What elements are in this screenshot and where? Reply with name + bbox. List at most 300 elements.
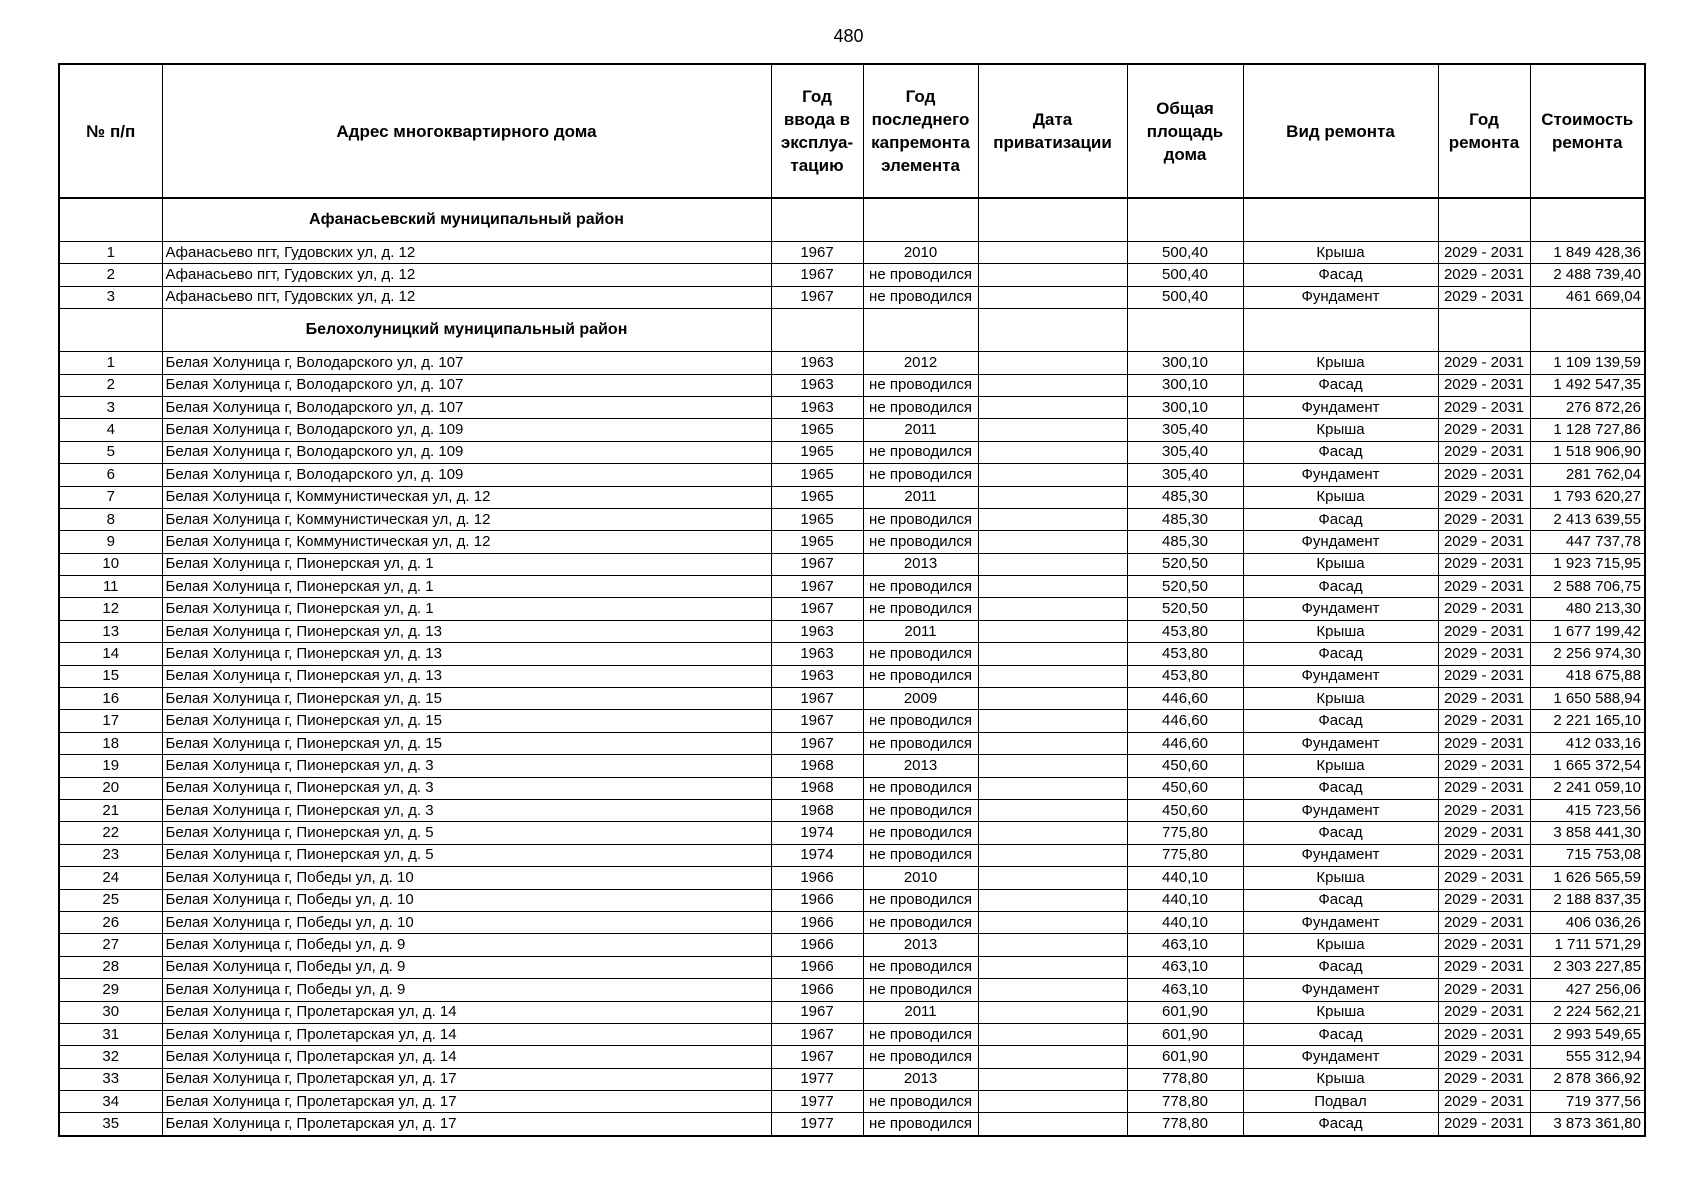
cell-cost: 480 213,30 bbox=[1530, 598, 1645, 620]
cell-cost: 281 762,04 bbox=[1530, 464, 1645, 486]
cell-num: 26 bbox=[59, 911, 162, 933]
cell-privatization bbox=[978, 889, 1127, 911]
cell-cost: 1 711 571,29 bbox=[1530, 934, 1645, 956]
cell-area: 300,10 bbox=[1127, 374, 1243, 396]
cell-cost: 1 665 372,54 bbox=[1530, 755, 1645, 777]
cell-address: Белая Холуница г, Победы ул, д. 10 bbox=[162, 889, 771, 911]
cell-year-built: 1966 bbox=[771, 979, 863, 1001]
cell-year-built: 1977 bbox=[771, 1091, 863, 1113]
cell-repair-year: 2029 - 2031 bbox=[1438, 1113, 1530, 1136]
cell-cost: 3 858 441,30 bbox=[1530, 822, 1645, 844]
section-empty-cell bbox=[771, 309, 863, 352]
table-row bbox=[59, 464, 1645, 486]
cell-repair-year: 2029 - 2031 bbox=[1438, 889, 1530, 911]
cell-address: Белая Холуница г, Пролетарская ул, д. 17 bbox=[162, 1091, 771, 1113]
cell-year-built: 1966 bbox=[771, 934, 863, 956]
table-row bbox=[59, 889, 1645, 911]
cell-address: Белая Холуница г, Пионерская ул, д. 3 bbox=[162, 777, 771, 799]
cell-area: 453,80 bbox=[1127, 665, 1243, 687]
cell-privatization bbox=[978, 934, 1127, 956]
header-row bbox=[59, 64, 1645, 198]
table-row bbox=[59, 911, 1645, 933]
cell-repair-year: 2029 - 2031 bbox=[1438, 1001, 1530, 1023]
header-address: Адрес многоквартирного дома bbox=[162, 64, 771, 198]
cell-repair-type: Фасад bbox=[1243, 956, 1438, 978]
table-row bbox=[59, 1001, 1645, 1023]
cell-repair-year: 2029 - 2031 bbox=[1438, 508, 1530, 530]
cell-num: 8 bbox=[59, 508, 162, 530]
cell-address: Белая Холуница г, Коммунистическая ул, д. 12 bbox=[162, 531, 771, 553]
cell-last-repair: не проводился bbox=[863, 1091, 978, 1113]
cell-repair-type: Фундамент bbox=[1243, 911, 1438, 933]
cell-repair-type: Фасад bbox=[1243, 576, 1438, 598]
cell-year-built: 1965 bbox=[771, 419, 863, 441]
cell-address: Белая Холуница г, Пионерская ул, д. 1 bbox=[162, 576, 771, 598]
header-privatization: Дата приватизации bbox=[978, 64, 1127, 198]
cell-repair-type: Фундамент bbox=[1243, 979, 1438, 1001]
cell-privatization bbox=[978, 979, 1127, 1001]
cell-num: 1 bbox=[59, 352, 162, 374]
header-repair-type: Вид ремонта bbox=[1243, 64, 1438, 198]
cell-repair-year: 2029 - 2031 bbox=[1438, 643, 1530, 665]
cell-last-repair: 2009 bbox=[863, 688, 978, 710]
cell-address: Белая Холуница г, Пролетарская ул, д. 14 bbox=[162, 1046, 771, 1068]
cell-repair-year: 2029 - 2031 bbox=[1438, 688, 1530, 710]
cell-year-built: 1963 bbox=[771, 396, 863, 418]
cell-address: Белая Холуница г, Пионерская ул, д. 13 bbox=[162, 620, 771, 642]
cell-num: 32 bbox=[59, 1046, 162, 1068]
cell-privatization bbox=[978, 822, 1127, 844]
cell-privatization bbox=[978, 620, 1127, 642]
cell-year-built: 1965 bbox=[771, 441, 863, 463]
cell-year-built: 1963 bbox=[771, 643, 863, 665]
cell-privatization bbox=[978, 844, 1127, 866]
section-row bbox=[59, 198, 1645, 242]
cell-last-repair: 2013 bbox=[863, 934, 978, 956]
cell-privatization bbox=[978, 1001, 1127, 1023]
cell-cost: 2 256 974,30 bbox=[1530, 643, 1645, 665]
cell-last-repair: 2011 bbox=[863, 486, 978, 508]
cell-year-built: 1977 bbox=[771, 1113, 863, 1136]
cell-cost: 415 723,56 bbox=[1530, 799, 1645, 821]
header-last-repair: Год последнего капремонта элемента bbox=[863, 64, 978, 198]
cell-privatization bbox=[978, 1046, 1127, 1068]
cell-address: Афанасьево пгт, Гудовских ул, д. 12 bbox=[162, 286, 771, 308]
cell-address: Белая Холуница г, Победы ул, д. 10 bbox=[162, 911, 771, 933]
cell-privatization bbox=[978, 732, 1127, 754]
cell-repair-type: Крыша bbox=[1243, 934, 1438, 956]
cell-num: 14 bbox=[59, 643, 162, 665]
cell-num: 22 bbox=[59, 822, 162, 844]
cell-repair-year: 2029 - 2031 bbox=[1438, 1091, 1530, 1113]
table-row bbox=[59, 576, 1645, 598]
cell-privatization bbox=[978, 755, 1127, 777]
cell-cost: 2 221 165,10 bbox=[1530, 710, 1645, 732]
cell-year-built: 1965 bbox=[771, 464, 863, 486]
cell-num: 19 bbox=[59, 755, 162, 777]
table-row bbox=[59, 441, 1645, 463]
cell-last-repair: не проводился bbox=[863, 889, 978, 911]
cell-cost: 2 878 366,92 bbox=[1530, 1068, 1645, 1090]
cell-cost: 1 849 428,36 bbox=[1530, 242, 1645, 264]
header-num: № п/п bbox=[59, 64, 162, 198]
cell-year-built: 1963 bbox=[771, 665, 863, 687]
cell-last-repair: не проводился bbox=[863, 508, 978, 530]
table-row bbox=[59, 352, 1645, 374]
cell-cost: 418 675,88 bbox=[1530, 665, 1645, 687]
cell-repair-type: Фасад bbox=[1243, 822, 1438, 844]
table-row bbox=[59, 1068, 1645, 1090]
cell-year-built: 1968 bbox=[771, 755, 863, 777]
table-row bbox=[59, 1023, 1645, 1045]
cell-year-built: 1966 bbox=[771, 956, 863, 978]
cell-year-built: 1968 bbox=[771, 799, 863, 821]
table-row bbox=[59, 822, 1645, 844]
cell-repair-type: Крыша bbox=[1243, 688, 1438, 710]
cell-repair-year: 2029 - 2031 bbox=[1438, 844, 1530, 866]
cell-area: 305,40 bbox=[1127, 464, 1243, 486]
cell-year-built: 1965 bbox=[771, 531, 863, 553]
cell-num: 31 bbox=[59, 1023, 162, 1045]
cell-num: 34 bbox=[59, 1091, 162, 1113]
cell-cost: 2 588 706,75 bbox=[1530, 576, 1645, 598]
cell-cost: 1 626 565,59 bbox=[1530, 867, 1645, 889]
cell-repair-type: Фундамент bbox=[1243, 464, 1438, 486]
cell-last-repair: не проводился bbox=[863, 710, 978, 732]
cell-cost: 555 312,94 bbox=[1530, 1046, 1645, 1068]
section-row bbox=[59, 309, 1645, 352]
cell-year-built: 1968 bbox=[771, 777, 863, 799]
cell-area: 450,60 bbox=[1127, 777, 1243, 799]
table-row bbox=[59, 1113, 1645, 1136]
cell-repair-year: 2029 - 2031 bbox=[1438, 732, 1530, 754]
section-title: Афанасьевский муниципальный район bbox=[162, 198, 771, 242]
cell-privatization bbox=[978, 1068, 1127, 1090]
cell-address: Белая Холуница г, Володарского ул, д. 109 bbox=[162, 441, 771, 463]
cell-repair-year: 2029 - 2031 bbox=[1438, 979, 1530, 1001]
cell-cost: 1 677 199,42 bbox=[1530, 620, 1645, 642]
section-empty-cell bbox=[1530, 309, 1645, 352]
cell-num: 12 bbox=[59, 598, 162, 620]
cell-year-built: 1967 bbox=[771, 688, 863, 710]
cell-area: 446,60 bbox=[1127, 688, 1243, 710]
cell-area: 778,80 bbox=[1127, 1068, 1243, 1090]
cell-address: Белая Холуница г, Победы ул, д. 10 bbox=[162, 867, 771, 889]
cell-cost: 719 377,56 bbox=[1530, 1091, 1645, 1113]
cell-address: Афанасьево пгт, Гудовских ул, д. 12 bbox=[162, 242, 771, 264]
table-row bbox=[59, 264, 1645, 286]
cell-repair-year: 2029 - 2031 bbox=[1438, 710, 1530, 732]
cell-year-built: 1974 bbox=[771, 822, 863, 844]
cell-last-repair: 2010 bbox=[863, 242, 978, 264]
section-empty-cell bbox=[59, 309, 162, 352]
cell-privatization bbox=[978, 419, 1127, 441]
cell-num: 2 bbox=[59, 264, 162, 286]
cell-area: 305,40 bbox=[1127, 419, 1243, 441]
table-body bbox=[59, 198, 1645, 1136]
cell-repair-type: Фундамент bbox=[1243, 665, 1438, 687]
cell-area: 300,10 bbox=[1127, 352, 1243, 374]
cell-address: Белая Холуница г, Пионерская ул, д. 5 bbox=[162, 844, 771, 866]
section-empty-cell bbox=[1127, 309, 1243, 352]
cell-repair-year: 2029 - 2031 bbox=[1438, 464, 1530, 486]
table-row bbox=[59, 665, 1645, 687]
cell-num: 1 bbox=[59, 242, 162, 264]
table-row bbox=[59, 242, 1645, 264]
section-empty-cell bbox=[978, 198, 1127, 242]
cell-area: 450,60 bbox=[1127, 799, 1243, 821]
cell-repair-year: 2029 - 2031 bbox=[1438, 396, 1530, 418]
cell-repair-type: Фасад bbox=[1243, 643, 1438, 665]
section-empty-cell bbox=[863, 198, 978, 242]
table-row bbox=[59, 710, 1645, 732]
cell-cost: 2 224 562,21 bbox=[1530, 1001, 1645, 1023]
table-row bbox=[59, 956, 1645, 978]
cell-repair-type: Фасад bbox=[1243, 889, 1438, 911]
cell-last-repair: не проводился bbox=[863, 598, 978, 620]
cell-num: 18 bbox=[59, 732, 162, 754]
cell-last-repair: не проводился bbox=[863, 1113, 978, 1136]
cell-cost: 2 188 837,35 bbox=[1530, 889, 1645, 911]
cell-cost: 1 923 715,95 bbox=[1530, 553, 1645, 575]
cell-last-repair: не проводился bbox=[863, 374, 978, 396]
cell-repair-type: Фундамент bbox=[1243, 799, 1438, 821]
cell-cost: 1 109 139,59 bbox=[1530, 352, 1645, 374]
section-empty-cell bbox=[978, 309, 1127, 352]
cell-repair-type: Крыша bbox=[1243, 242, 1438, 264]
cell-num: 35 bbox=[59, 1113, 162, 1136]
cell-area: 440,10 bbox=[1127, 889, 1243, 911]
cell-repair-type: Фасад bbox=[1243, 264, 1438, 286]
cell-privatization bbox=[978, 508, 1127, 530]
table-row bbox=[59, 374, 1645, 396]
cell-repair-year: 2029 - 2031 bbox=[1438, 242, 1530, 264]
section-empty-cell bbox=[1127, 198, 1243, 242]
cell-last-repair: 2012 bbox=[863, 352, 978, 374]
cell-repair-type: Фасад bbox=[1243, 374, 1438, 396]
cell-year-built: 1966 bbox=[771, 889, 863, 911]
cell-repair-year: 2029 - 2031 bbox=[1438, 441, 1530, 463]
cell-privatization bbox=[978, 352, 1127, 374]
cell-repair-year: 2029 - 2031 bbox=[1438, 286, 1530, 308]
cell-repair-type: Фундамент bbox=[1243, 286, 1438, 308]
cell-repair-type: Крыша bbox=[1243, 553, 1438, 575]
cell-num: 15 bbox=[59, 665, 162, 687]
cell-privatization bbox=[978, 1113, 1127, 1136]
cell-area: 463,10 bbox=[1127, 979, 1243, 1001]
cell-repair-year: 2029 - 2031 bbox=[1438, 777, 1530, 799]
cell-year-built: 1965 bbox=[771, 486, 863, 508]
cell-cost: 2 488 739,40 bbox=[1530, 264, 1645, 286]
cell-last-repair: не проводился bbox=[863, 396, 978, 418]
cell-last-repair: не проводился bbox=[863, 911, 978, 933]
cell-last-repair: не проводился bbox=[863, 441, 978, 463]
cell-year-built: 1965 bbox=[771, 508, 863, 530]
cell-num: 3 bbox=[59, 396, 162, 418]
cell-address: Афанасьево пгт, Гудовских ул, д. 12 bbox=[162, 264, 771, 286]
cell-cost: 1 793 620,27 bbox=[1530, 486, 1645, 508]
cell-num: 24 bbox=[59, 867, 162, 889]
cell-cost: 427 256,06 bbox=[1530, 979, 1645, 1001]
cell-year-built: 1967 bbox=[771, 242, 863, 264]
cell-privatization bbox=[978, 396, 1127, 418]
cell-repair-type: Фасад bbox=[1243, 508, 1438, 530]
cell-repair-type: Фасад bbox=[1243, 710, 1438, 732]
cell-address: Белая Холуница г, Володарского ул, д. 109 bbox=[162, 419, 771, 441]
cell-last-repair: не проводился bbox=[863, 643, 978, 665]
table-row bbox=[59, 1046, 1645, 1068]
cell-address: Белая Холуница г, Пролетарская ул, д. 17 bbox=[162, 1113, 771, 1136]
cell-cost: 461 669,04 bbox=[1530, 286, 1645, 308]
cell-repair-type: Крыша bbox=[1243, 352, 1438, 374]
table-row bbox=[59, 979, 1645, 1001]
cell-privatization bbox=[978, 643, 1127, 665]
cell-last-repair: не проводился bbox=[863, 822, 978, 844]
table-row bbox=[59, 508, 1645, 530]
section-empty-cell bbox=[1243, 198, 1438, 242]
cell-area: 601,90 bbox=[1127, 1046, 1243, 1068]
header-cost: Стоимость ремонта bbox=[1530, 64, 1645, 198]
cell-repair-year: 2029 - 2031 bbox=[1438, 531, 1530, 553]
page-number: 480 bbox=[833, 26, 864, 46]
cell-privatization bbox=[978, 688, 1127, 710]
cell-repair-type: Фундамент bbox=[1243, 396, 1438, 418]
cell-privatization bbox=[978, 264, 1127, 286]
cell-last-repair: 2011 bbox=[863, 419, 978, 441]
cell-repair-year: 2029 - 2031 bbox=[1438, 956, 1530, 978]
cell-cost: 406 036,26 bbox=[1530, 911, 1645, 933]
cell-address: Белая Холуница г, Победы ул, д. 9 bbox=[162, 979, 771, 1001]
cell-area: 485,30 bbox=[1127, 486, 1243, 508]
cell-repair-year: 2029 - 2031 bbox=[1438, 576, 1530, 598]
cell-num: 30 bbox=[59, 1001, 162, 1023]
cell-repair-year: 2029 - 2031 bbox=[1438, 1023, 1530, 1045]
cell-repair-type: Подвал bbox=[1243, 1091, 1438, 1113]
cell-address: Белая Холуница г, Пролетарская ул, д. 14 bbox=[162, 1023, 771, 1045]
cell-year-built: 1963 bbox=[771, 352, 863, 374]
cell-area: 440,10 bbox=[1127, 867, 1243, 889]
cell-num: 6 bbox=[59, 464, 162, 486]
cell-address: Белая Холуница г, Володарского ул, д. 109 bbox=[162, 464, 771, 486]
cell-num: 11 bbox=[59, 576, 162, 598]
cell-last-repair: не проводился bbox=[863, 799, 978, 821]
cell-area: 463,10 bbox=[1127, 934, 1243, 956]
cell-address: Белая Холуница г, Победы ул, д. 9 bbox=[162, 934, 771, 956]
cell-last-repair: не проводился bbox=[863, 286, 978, 308]
cell-year-built: 1967 bbox=[771, 710, 863, 732]
cell-privatization bbox=[978, 531, 1127, 553]
cell-area: 778,80 bbox=[1127, 1113, 1243, 1136]
cell-last-repair: не проводился bbox=[863, 665, 978, 687]
table-row bbox=[59, 1091, 1645, 1113]
cell-area: 463,10 bbox=[1127, 956, 1243, 978]
cell-num: 20 bbox=[59, 777, 162, 799]
cell-repair-year: 2029 - 2031 bbox=[1438, 264, 1530, 286]
cell-year-built: 1977 bbox=[771, 1068, 863, 1090]
cell-address: Белая Холуница г, Пионерская ул, д. 1 bbox=[162, 553, 771, 575]
table-row bbox=[59, 286, 1645, 308]
cell-area: 446,60 bbox=[1127, 710, 1243, 732]
cell-privatization bbox=[978, 374, 1127, 396]
cell-repair-year: 2029 - 2031 bbox=[1438, 1068, 1530, 1090]
cell-cost: 1 518 906,90 bbox=[1530, 441, 1645, 463]
cell-year-built: 1967 bbox=[771, 264, 863, 286]
section-empty-cell bbox=[863, 309, 978, 352]
cell-num: 7 bbox=[59, 486, 162, 508]
cell-privatization bbox=[978, 1023, 1127, 1045]
cell-privatization bbox=[978, 441, 1127, 463]
cell-repair-year: 2029 - 2031 bbox=[1438, 755, 1530, 777]
header-repair-year: Год ремонта bbox=[1438, 64, 1530, 198]
cell-area: 453,80 bbox=[1127, 643, 1243, 665]
cell-last-repair: не проводился bbox=[863, 844, 978, 866]
cell-cost: 412 033,16 bbox=[1530, 732, 1645, 754]
cell-num: 29 bbox=[59, 979, 162, 1001]
cell-repair-year: 2029 - 2031 bbox=[1438, 553, 1530, 575]
cell-cost: 447 737,78 bbox=[1530, 531, 1645, 553]
cell-address: Белая Холуница г, Пионерская ул, д. 3 bbox=[162, 755, 771, 777]
cell-cost: 1 650 588,94 bbox=[1530, 688, 1645, 710]
cell-address: Белая Холуница г, Коммунистическая ул, д. 12 bbox=[162, 508, 771, 530]
cell-last-repair: не проводился bbox=[863, 531, 978, 553]
cell-year-built: 1967 bbox=[771, 598, 863, 620]
cell-privatization bbox=[978, 777, 1127, 799]
cell-repair-type: Фундамент bbox=[1243, 844, 1438, 866]
cell-repair-type: Крыша bbox=[1243, 755, 1438, 777]
cell-address: Белая Холуница г, Пионерская ул, д. 15 bbox=[162, 688, 771, 710]
cell-address: Белая Холуница г, Пионерская ул, д. 15 bbox=[162, 710, 771, 732]
cell-privatization bbox=[978, 486, 1127, 508]
cell-cost: 2 241 059,10 bbox=[1530, 777, 1645, 799]
cell-repair-year: 2029 - 2031 bbox=[1438, 934, 1530, 956]
cell-repair-year: 2029 - 2031 bbox=[1438, 486, 1530, 508]
cell-area: 520,50 bbox=[1127, 576, 1243, 598]
table-row bbox=[59, 755, 1645, 777]
cell-area: 520,50 bbox=[1127, 553, 1243, 575]
cell-repair-type: Фасад bbox=[1243, 441, 1438, 463]
cell-cost: 276 872,26 bbox=[1530, 396, 1645, 418]
cell-last-repair: 2013 bbox=[863, 755, 978, 777]
table-row bbox=[59, 419, 1645, 441]
cell-area: 500,40 bbox=[1127, 242, 1243, 264]
cell-year-built: 1967 bbox=[771, 576, 863, 598]
cell-area: 500,40 bbox=[1127, 286, 1243, 308]
cell-num: 2 bbox=[59, 374, 162, 396]
cell-address: Белая Холуница г, Володарского ул, д. 107 bbox=[162, 352, 771, 374]
cell-last-repair: не проводился bbox=[863, 576, 978, 598]
cell-address: Белая Холуница г, Володарского ул, д. 107 bbox=[162, 374, 771, 396]
cell-num: 5 bbox=[59, 441, 162, 463]
cell-area: 450,60 bbox=[1127, 755, 1243, 777]
cell-privatization bbox=[978, 242, 1127, 264]
cell-address: Белая Холуница г, Победы ул, д. 9 bbox=[162, 956, 771, 978]
cell-privatization bbox=[978, 1091, 1127, 1113]
cell-repair-year: 2029 - 2031 bbox=[1438, 799, 1530, 821]
cell-repair-type: Фундамент bbox=[1243, 598, 1438, 620]
table-row bbox=[59, 799, 1645, 821]
cell-repair-type: Фасад bbox=[1243, 1113, 1438, 1136]
section-empty-cell bbox=[771, 198, 863, 242]
cell-last-repair: не проводился bbox=[863, 777, 978, 799]
section-empty-cell bbox=[1438, 309, 1530, 352]
cell-last-repair: не проводился bbox=[863, 956, 978, 978]
cell-last-repair: не проводился bbox=[863, 979, 978, 1001]
cell-cost: 2 303 227,85 bbox=[1530, 956, 1645, 978]
cell-year-built: 1967 bbox=[771, 732, 863, 754]
cell-area: 500,40 bbox=[1127, 264, 1243, 286]
cell-repair-year: 2029 - 2031 bbox=[1438, 822, 1530, 844]
table-row bbox=[59, 844, 1645, 866]
